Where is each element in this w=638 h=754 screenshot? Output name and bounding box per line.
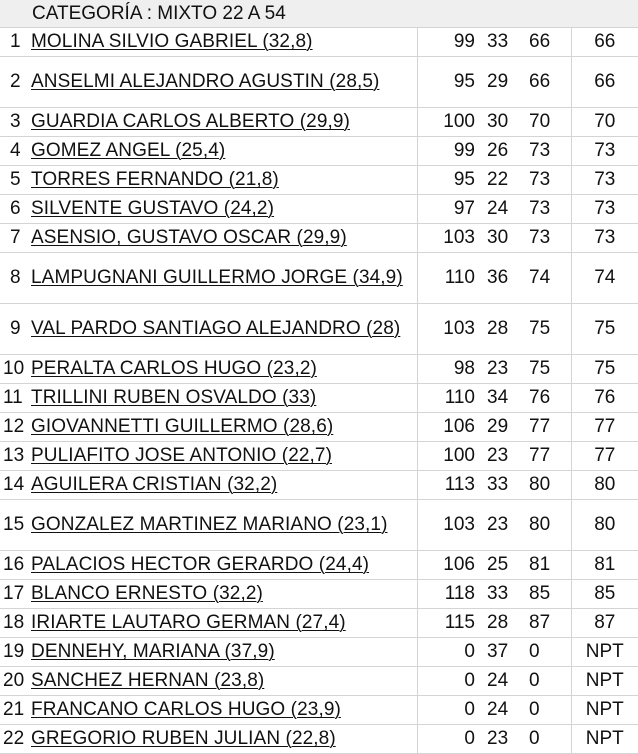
net-score-cell: 73 (521, 166, 571, 195)
player-name-link[interactable]: GONZALEZ MARTINEZ MARIANO (23,1) (31, 500, 417, 551)
gross-score-cell: 113 (417, 471, 483, 500)
handicap-cell: 23 (483, 442, 521, 471)
gross-score-cell: 95 (417, 57, 483, 108)
table-row (0, 551, 638, 580)
player-name-link[interactable]: TORRES FERNANDO (21,8) (31, 166, 417, 195)
position-cell: 11 (0, 384, 31, 413)
player-name-link[interactable]: GUARDIA CARLOS ALBERTO (29,9) (31, 108, 417, 137)
position-cell: 7 (0, 224, 31, 253)
handicap-cell: 30 (483, 108, 521, 137)
position-cell: 5 (0, 166, 31, 195)
player-name-link[interactable]: ASENSIO, GUSTAVO OSCAR (29,9) (31, 224, 417, 253)
gross-score-cell: 0 (417, 696, 483, 725)
player-name-link[interactable]: ANSELMI ALEJANDRO AGUSTIN (28,5) (31, 57, 417, 108)
net-score-cell: 80 (521, 500, 571, 551)
position-cell: 4 (0, 137, 31, 166)
gross-score-cell: 97 (417, 195, 483, 224)
net-score-cell: 0 (521, 725, 571, 754)
gross-score-cell: 115 (417, 609, 483, 638)
player-name-link[interactable]: BLANCO ERNESTO (32,2) (31, 580, 417, 609)
final-score-cell: 73 (571, 137, 638, 166)
table-row (0, 609, 638, 638)
table-row (0, 108, 638, 137)
net-score-cell: 87 (521, 609, 571, 638)
position-cell: 14 (0, 471, 31, 500)
handicap-cell: 33 (483, 28, 521, 57)
category-header-row (0, 0, 638, 28)
position-cell: 1 (0, 28, 31, 57)
gross-score-cell: 95 (417, 166, 483, 195)
final-score-cell: 75 (571, 355, 638, 384)
table-row (0, 413, 638, 442)
position-cell: 6 (0, 195, 31, 224)
net-score-cell: 77 (521, 413, 571, 442)
table-row (0, 224, 638, 253)
final-score-cell: 73 (571, 166, 638, 195)
net-score-cell: 73 (521, 195, 571, 224)
handicap-cell: 33 (483, 471, 521, 500)
net-score-cell: 66 (521, 57, 571, 108)
player-name-link[interactable]: SANCHEZ HERNAN (23,8) (31, 667, 417, 696)
table-row (0, 696, 638, 725)
gross-score-cell: 103 (417, 224, 483, 253)
gross-score-cell: 99 (417, 137, 483, 166)
table-row (0, 580, 638, 609)
net-score-cell: 81 (521, 551, 571, 580)
net-score-cell: 77 (521, 442, 571, 471)
position-cell: 18 (0, 609, 31, 638)
gross-score-cell: 100 (417, 108, 483, 137)
handicap-cell: 26 (483, 137, 521, 166)
final-score-cell: NPT (571, 725, 638, 754)
net-score-cell: 80 (521, 471, 571, 500)
player-name-link[interactable]: AGUILERA CRISTIAN (32,2) (31, 471, 417, 500)
gross-score-cell: 0 (417, 725, 483, 754)
gross-score-cell: 0 (417, 638, 483, 667)
table-row (0, 500, 638, 551)
gross-score-cell: 118 (417, 580, 483, 609)
gross-score-cell: 0 (417, 667, 483, 696)
player-name-link[interactable]: IRIARTE LAUTARO GERMAN (27,4) (31, 609, 417, 638)
handicap-cell: 23 (483, 355, 521, 384)
net-score-cell: 66 (521, 28, 571, 57)
table-row (0, 304, 638, 355)
net-score-cell: 70 (521, 108, 571, 137)
player-name-link[interactable]: PULIAFITO JOSE ANTONIO (22,7) (31, 442, 417, 471)
gross-score-cell: 103 (417, 500, 483, 551)
player-name-link[interactable]: GIOVANNETTI GUILLERMO (28,6) (31, 413, 417, 442)
gross-score-cell: 106 (417, 551, 483, 580)
final-score-cell: 70 (571, 108, 638, 137)
final-score-cell: 77 (571, 413, 638, 442)
final-score-cell: 81 (571, 551, 638, 580)
handicap-cell: 29 (483, 413, 521, 442)
table-row (0, 355, 638, 384)
table-row (0, 384, 638, 413)
player-name-link[interactable]: DENNEHY, MARIANA (37,9) (31, 638, 417, 667)
handicap-cell: 24 (483, 195, 521, 224)
table-row (0, 253, 638, 304)
final-score-cell: 85 (571, 580, 638, 609)
net-score-cell: 73 (521, 137, 571, 166)
final-score-cell: 80 (571, 471, 638, 500)
handicap-cell: 28 (483, 609, 521, 638)
player-name-link[interactable]: GOMEZ ANGEL (25,4) (31, 137, 417, 166)
handicap-cell: 23 (483, 725, 521, 754)
gross-score-cell: 110 (417, 253, 483, 304)
handicap-cell: 23 (483, 500, 521, 551)
position-cell: 17 (0, 580, 31, 609)
handicap-cell: 24 (483, 667, 521, 696)
net-score-cell: 0 (521, 638, 571, 667)
position-cell: 19 (0, 638, 31, 667)
table-row (0, 166, 638, 195)
handicap-cell: 33 (483, 580, 521, 609)
player-name-link[interactable]: GREGORIO RUBEN JULIAN (22,8) (31, 725, 417, 754)
table-row (0, 195, 638, 224)
gross-score-cell: 100 (417, 442, 483, 471)
final-score-cell: 66 (571, 28, 638, 57)
final-score-cell: 87 (571, 609, 638, 638)
net-score-cell: 74 (521, 253, 571, 304)
gross-score-cell: 103 (417, 304, 483, 355)
net-score-cell: 0 (521, 696, 571, 725)
final-score-cell: 73 (571, 195, 638, 224)
final-score-cell: 73 (571, 224, 638, 253)
player-name-link[interactable]: MOLINA SILVIO GABRIEL (32,8) (31, 28, 417, 57)
table-row (0, 28, 638, 57)
final-score-cell: 66 (571, 57, 638, 108)
handicap-cell: 34 (483, 384, 521, 413)
position-cell: 16 (0, 551, 31, 580)
category-title: CATEGORÍA : MIXTO 22 A 54 (0, 0, 638, 28)
position-cell: 21 (0, 696, 31, 725)
final-score-cell: 77 (571, 442, 638, 471)
player-name-link[interactable]: VAL PARDO SANTIAGO ALEJANDRO (28) (31, 304, 417, 355)
player-name-link[interactable]: LAMPUGNANI GUILLERMO JORGE (34,9) (31, 253, 417, 304)
final-score-cell: NPT (571, 667, 638, 696)
final-score-cell: 75 (571, 304, 638, 355)
final-score-cell: 80 (571, 500, 638, 551)
net-score-cell: 73 (521, 224, 571, 253)
gross-score-cell: 110 (417, 384, 483, 413)
handicap-cell: 25 (483, 551, 521, 580)
table-row (0, 442, 638, 471)
player-name-link[interactable]: FRANCANO CARLOS HUGO (23,9) (31, 696, 417, 725)
gross-score-cell: 99 (417, 28, 483, 57)
position-cell: 20 (0, 667, 31, 696)
final-score-cell: NPT (571, 638, 638, 667)
handicap-cell: 28 (483, 304, 521, 355)
position-cell: 10 (0, 355, 31, 384)
net-score-cell: 75 (521, 355, 571, 384)
table-row (0, 471, 638, 500)
net-score-cell: 85 (521, 580, 571, 609)
net-score-cell: 0 (521, 667, 571, 696)
position-cell: 3 (0, 108, 31, 137)
position-cell: 13 (0, 442, 31, 471)
final-score-cell: NPT (571, 696, 638, 725)
handicap-cell: 22 (483, 166, 521, 195)
position-cell: 2 (0, 57, 31, 108)
net-score-cell: 76 (521, 384, 571, 413)
gross-score-cell: 98 (417, 355, 483, 384)
handicap-cell: 29 (483, 57, 521, 108)
net-score-cell: 75 (521, 304, 571, 355)
player-name-link[interactable]: PERALTA CARLOS HUGO (23,2) (31, 355, 417, 384)
position-cell: 12 (0, 413, 31, 442)
position-cell: 22 (0, 725, 31, 754)
table-row (0, 137, 638, 166)
handicap-cell: 37 (483, 638, 521, 667)
table-row (0, 638, 638, 667)
handicap-cell: 36 (483, 253, 521, 304)
table-row (0, 57, 638, 108)
handicap-cell: 30 (483, 224, 521, 253)
player-name-link[interactable]: SILVENTE GUSTAVO (24,2) (31, 195, 417, 224)
final-score-cell: 74 (571, 253, 638, 304)
position-cell: 8 (0, 253, 31, 304)
table-row (0, 667, 638, 696)
player-name-link[interactable]: PALACIOS HECTOR GERARDO (24,4) (31, 551, 417, 580)
handicap-cell: 24 (483, 696, 521, 725)
table-row (0, 725, 638, 754)
gross-score-cell: 106 (417, 413, 483, 442)
position-cell: 15 (0, 500, 31, 551)
player-name-link[interactable]: TRILLINI RUBEN OSVALDO (33) (31, 384, 417, 413)
final-score-cell: 76 (571, 384, 638, 413)
position-cell: 9 (0, 304, 31, 355)
